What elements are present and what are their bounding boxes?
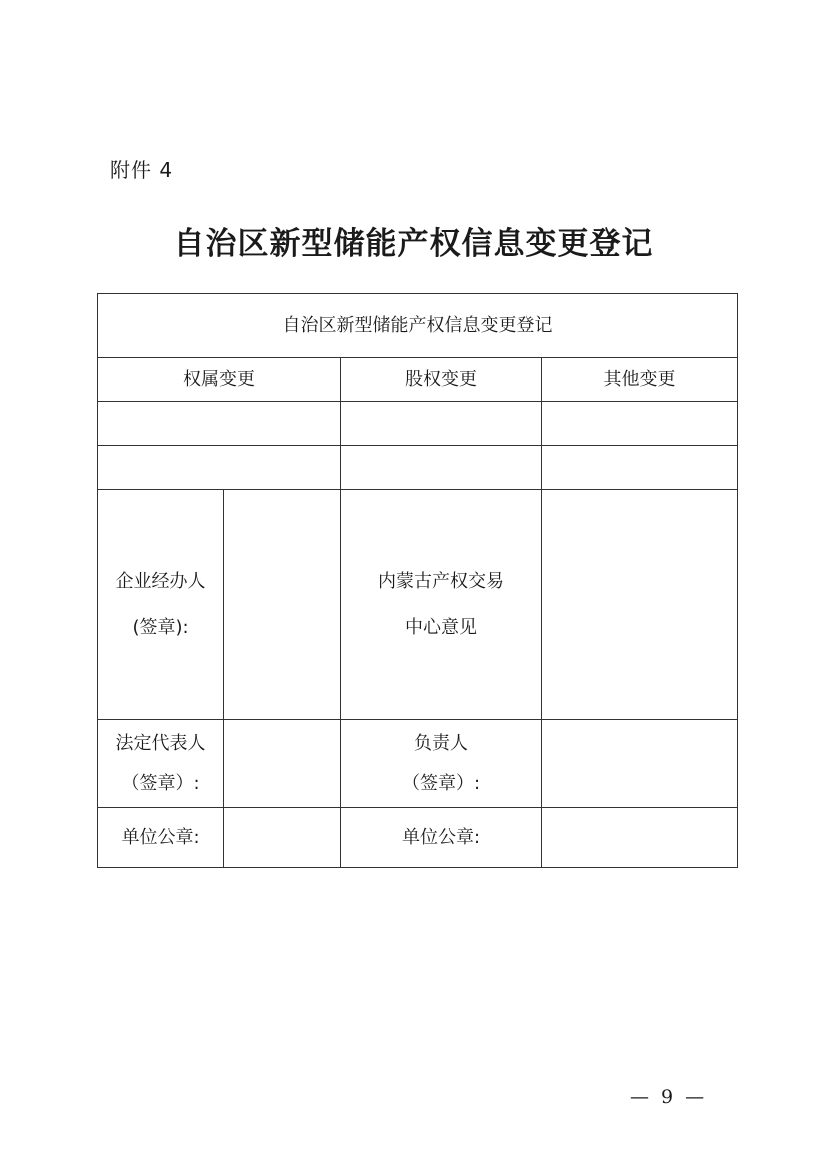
registration-form-table	[97, 293, 738, 868]
agent-label-line1: 企业经办人	[115, 571, 206, 593]
responsible-label-line1: 负责人	[414, 733, 468, 755]
legal-representative-label	[98, 720, 224, 808]
legal-rep-label-line2: （签章）:	[121, 772, 200, 794]
agent-signature-cell[interactable]	[224, 490, 341, 720]
unit-seal-label-right: 单位公章:	[341, 808, 542, 868]
other-change-cell-2[interactable]	[542, 446, 738, 490]
responsible-person-signature-cell[interactable]	[542, 720, 738, 808]
column-other-change: 其他变更	[542, 358, 738, 402]
exchange-label-line1: 内蒙古产权交易	[378, 571, 504, 593]
unit-seal-cell-left[interactable]	[224, 808, 341, 868]
other-change-cell-1[interactable]	[542, 402, 738, 446]
agent-label	[98, 490, 224, 720]
ownership-change-cell-2[interactable]	[98, 446, 341, 490]
attachment-label: 附件 4	[110, 158, 174, 182]
exchange-opinion-label	[341, 490, 542, 720]
responsible-person-label	[341, 720, 542, 808]
exchange-opinion-cell[interactable]	[542, 490, 738, 720]
legal-representative-signature-cell[interactable]	[224, 720, 341, 808]
document-title: 自治区新型储能产权信息变更登记	[173, 226, 654, 262]
agent-label-line2: (签章):	[132, 616, 189, 638]
page-number: — 9 —	[630, 1086, 708, 1108]
ownership-change-cell-1[interactable]	[98, 402, 341, 446]
unit-seal-cell-right[interactable]	[542, 808, 738, 868]
equity-change-cell-1[interactable]	[341, 402, 542, 446]
equity-change-cell-2[interactable]	[341, 446, 542, 490]
table-header: 自治区新型储能产权信息变更登记	[98, 294, 738, 358]
responsible-label-line2: （签章）:	[401, 772, 481, 794]
unit-seal-label-left: 单位公章:	[98, 808, 224, 868]
legal-rep-label-line1: 法定代表人	[115, 733, 206, 755]
column-equity-change: 股权变更	[341, 358, 542, 402]
column-ownership-change: 权属变更	[98, 358, 341, 402]
exchange-label-line2: 中心意见	[405, 616, 477, 638]
